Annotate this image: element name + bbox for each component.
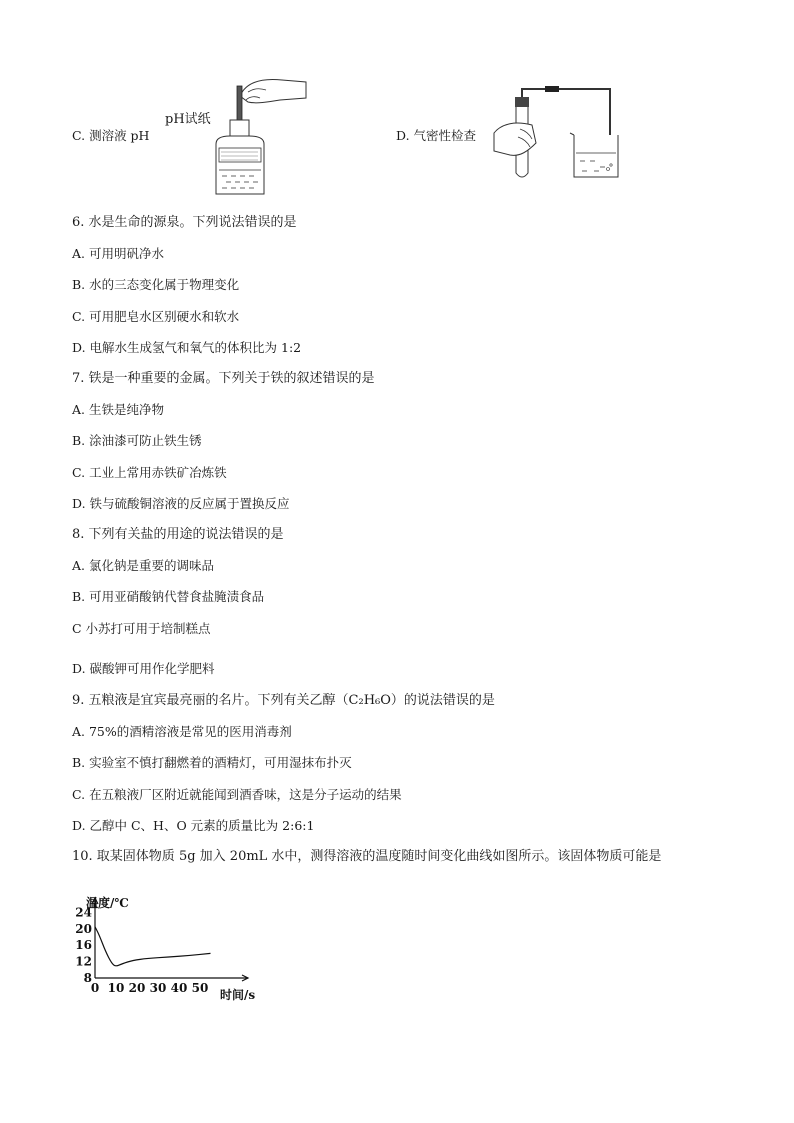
q10-stem: 10. 取某固体物质 5g 加入 20mL 水中，测得溶液的温度随时间变化曲线如图所示。该固体物质可能是 — [72, 849, 662, 864]
x-tick-label: 0 — [90, 981, 100, 995]
q9-option-c: C. 在五粮液厂区附近就能闻到酒香味，这是分子运动的结果 — [72, 787, 402, 802]
q8-option-c: C 小苏打可用于培制糕点 — [72, 621, 211, 636]
q6-option-b: B. 水的三态变化属于物理变化 — [72, 277, 240, 292]
figure-c-label: C. 测溶液 pH — [72, 128, 150, 143]
x-tick-label: 40 — [170, 981, 188, 995]
x-tick-label: 10 — [107, 981, 125, 995]
q7-option-c: C. 工业上常用赤铁矿冶炼铁 — [72, 465, 227, 480]
temperature-curve — [95, 927, 211, 966]
y-tick-label: 24 — [75, 905, 92, 920]
q9-option-b: B. 实验室不慎打翻燃着的酒精灯，可用湿抹布扑灭 — [72, 755, 352, 770]
ph-paper-label: pH试纸 — [165, 112, 211, 127]
y-tick-label: 16 — [75, 938, 92, 953]
y-tick-label: 8 — [83, 971, 92, 985]
figure-d-label: D. 气密性检查 — [396, 128, 477, 143]
q6-stem: 6. 水是生命的源泉。下列说法错误的是 — [72, 215, 297, 230]
x-axis-label: 时间/s — [220, 988, 256, 1002]
q7-option-d: D. 铁与硫酸铜溶液的反应属于置换反应 — [72, 496, 290, 511]
airtightness-figure — [490, 85, 620, 185]
q6-option-d: D. 电解水生成氢气和氧气的体积比为 1:2 — [72, 340, 302, 355]
q6-option-a: A. 可用明矾净水 — [72, 246, 164, 261]
q7-stem: 7. 铁是一种重要的金属。下列关于铁的叙述错误的是 — [72, 371, 375, 386]
q9-option-d: D. 乙醇中 C、H、O 元素的质量比为 2:6:1 — [72, 818, 315, 833]
q8-option-a: A. 氯化钠是重要的调味品 — [72, 558, 214, 573]
q9-stem: 9. 五粮液是宜宾最亮丽的名片。下列有关乙醇（C₂H₆O）的说法错误的是 — [72, 693, 495, 708]
q8-option-d: D. 碳酸钾可用作化学肥料 — [72, 661, 215, 676]
q7-option-a: A. 生铁是纯净物 — [72, 402, 164, 417]
y-axis-label: 温度/℃ — [86, 896, 129, 910]
x-tick-label: 50 — [191, 981, 209, 995]
q8-option-b: B. 可用亚硝酸钠代替食盐腌渍食品 — [72, 589, 265, 604]
x-tick-label: 20 — [128, 981, 146, 995]
y-tick-label: 12 — [75, 954, 92, 969]
y-tick-label: 20 — [75, 921, 92, 936]
x-tick-label: 30 — [149, 981, 167, 995]
q6-option-c: C. 可用肥皂水区别硬水和软水 — [72, 309, 240, 324]
ph-test-figure — [210, 72, 310, 197]
q9-option-a: A. 75%的酒精溶液是常见的医用消毒剂 — [72, 724, 292, 739]
q7-option-b: B. 涂油漆可防止铁生锈 — [72, 433, 202, 448]
temperature-time-chart — [72, 890, 272, 1005]
q8-stem: 8. 下列有关盐的用途的说法错误的是 — [72, 527, 284, 542]
